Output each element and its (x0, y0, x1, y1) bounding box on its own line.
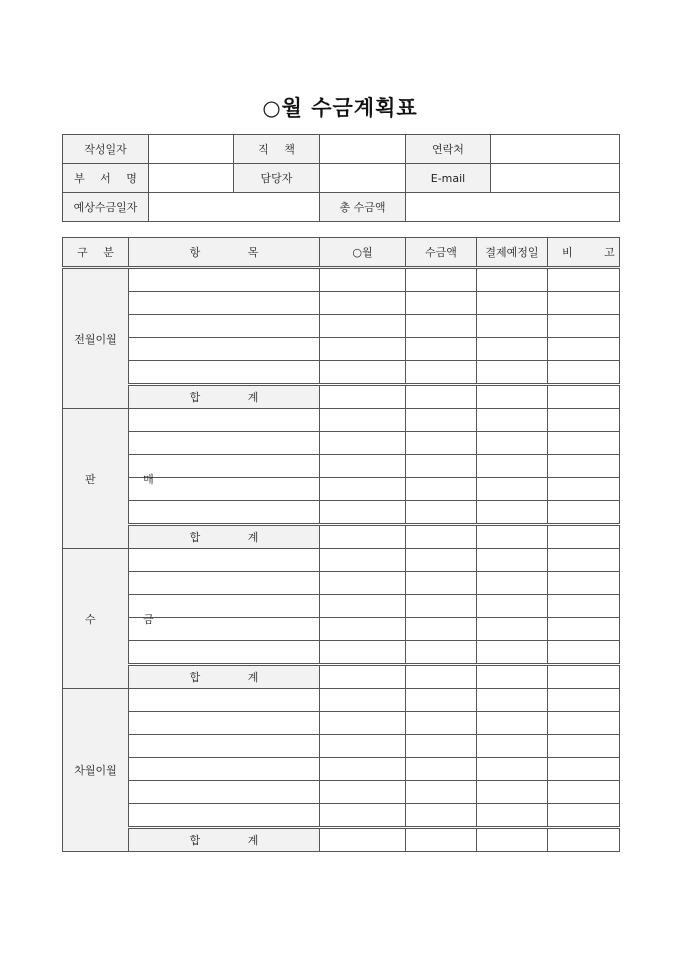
header-due-date: 결제예정일 (477, 238, 548, 268)
amount-cell[interactable] (406, 385, 477, 409)
due-date-cell[interactable] (477, 804, 548, 828)
section-label: 전월이월 (63, 268, 129, 409)
due-date-cell[interactable] (477, 665, 548, 689)
note-cell[interactable] (548, 735, 620, 758)
amount-cell[interactable] (406, 618, 477, 641)
amount-cell[interactable] (406, 268, 477, 292)
amount-cell[interactable] (406, 455, 477, 478)
month-cell[interactable] (320, 432, 406, 455)
label-email: E-mail (406, 164, 491, 193)
item-cell[interactable] (129, 572, 320, 595)
label-expected-date: 예상수금일자 (63, 193, 149, 222)
item-cell[interactable] (129, 361, 320, 385)
item-cell[interactable] (129, 501, 320, 525)
table-row (63, 804, 620, 828)
note-cell[interactable] (548, 501, 620, 525)
field-manager[interactable] (320, 164, 406, 193)
month-cell[interactable] (320, 758, 406, 781)
due-date-cell[interactable] (477, 338, 548, 361)
label-position: 직 책 (234, 135, 320, 164)
field-expected-date[interactable] (149, 193, 320, 222)
table-row (63, 338, 620, 361)
sum-label: 합 계 (129, 525, 320, 549)
table-row (63, 432, 620, 455)
due-date-cell[interactable] (477, 618, 548, 641)
month-cell[interactable] (320, 549, 406, 572)
month-cell[interactable] (320, 338, 406, 361)
due-date-cell[interactable] (477, 712, 548, 735)
month-cell[interactable] (320, 712, 406, 735)
item-cell[interactable] (129, 315, 320, 338)
month-cell[interactable] (320, 572, 406, 595)
sum-row (63, 385, 620, 409)
note-cell[interactable] (548, 315, 620, 338)
amount-cell[interactable] (406, 665, 477, 689)
item-cell[interactable] (129, 292, 320, 315)
item-cell[interactable] (129, 338, 320, 361)
due-date-cell[interactable] (477, 735, 548, 758)
amount-cell[interactable] (406, 338, 477, 361)
item-cell[interactable] (129, 641, 320, 665)
month-cell[interactable] (320, 735, 406, 758)
note-cell[interactable] (548, 618, 620, 641)
label-contact: 연락처 (406, 135, 491, 164)
sum-label: 합 계 (129, 385, 320, 409)
due-date-cell[interactable] (477, 525, 548, 549)
table-row (63, 315, 620, 338)
note-cell[interactable] (548, 828, 620, 852)
due-date-cell[interactable] (477, 409, 548, 432)
amount-cell[interactable] (406, 595, 477, 618)
sum-row (63, 828, 620, 852)
table-row (63, 735, 620, 758)
header-amount: 수금액 (406, 238, 477, 268)
item-cell[interactable] (129, 409, 320, 432)
note-cell[interactable] (548, 455, 620, 478)
month-cell[interactable] (320, 385, 406, 409)
table-row (63, 361, 620, 385)
info-table (62, 134, 620, 222)
item-cell[interactable] (129, 758, 320, 781)
month-cell[interactable] (320, 804, 406, 828)
due-date-cell[interactable] (477, 385, 548, 409)
label-date: 작성일자 (63, 135, 149, 164)
month-cell[interactable] (320, 292, 406, 315)
note-cell[interactable] (548, 268, 620, 292)
field-position[interactable] (320, 135, 406, 164)
item-cell[interactable] (129, 781, 320, 804)
item-cell[interactable] (129, 735, 320, 758)
sum-label: 합 계 (129, 828, 320, 852)
header-category: 구 분 (63, 238, 129, 268)
amount-cell[interactable] (406, 525, 477, 549)
table-row (63, 758, 620, 781)
note-cell[interactable] (548, 432, 620, 455)
due-date-cell[interactable] (477, 361, 548, 385)
due-date-cell[interactable] (477, 501, 548, 525)
table-row (63, 268, 620, 292)
plan-table (62, 237, 629, 852)
item-cell[interactable] (129, 268, 320, 292)
field-department[interactable] (149, 164, 234, 193)
due-date-cell[interactable] (477, 781, 548, 804)
field-date[interactable] (149, 135, 234, 164)
amount-cell[interactable] (406, 572, 477, 595)
month-cell[interactable] (320, 455, 406, 478)
amount-cell[interactable] (406, 292, 477, 315)
month-cell[interactable] (320, 595, 406, 618)
item-cell[interactable] (129, 689, 320, 712)
amount-cell[interactable] (406, 758, 477, 781)
table-row (63, 292, 620, 315)
month-cell[interactable] (320, 828, 406, 852)
header-note: 비 고 (548, 238, 620, 268)
amount-cell[interactable] (406, 804, 477, 828)
note-cell[interactable] (548, 338, 620, 361)
month-cell[interactable] (320, 409, 406, 432)
sum-row (63, 525, 620, 549)
due-date-cell[interactable] (477, 432, 548, 455)
due-date-cell[interactable] (477, 455, 548, 478)
month-cell[interactable] (320, 268, 406, 292)
page-title: ○월 수금계획표 (262, 96, 418, 120)
note-cell[interactable] (548, 665, 620, 689)
amount-cell[interactable] (406, 432, 477, 455)
month-cell[interactable] (320, 781, 406, 804)
due-date-cell[interactable] (477, 292, 548, 315)
table-row (63, 549, 620, 572)
section-label: 수 금 (63, 549, 129, 689)
month-cell[interactable] (320, 315, 406, 338)
header-month: ○월 (320, 238, 406, 268)
sum-row (63, 665, 620, 689)
note-cell[interactable] (548, 804, 620, 828)
section-label: 판 매 (63, 409, 129, 549)
note-cell[interactable] (548, 712, 620, 735)
due-date-cell[interactable] (477, 268, 548, 292)
due-date-cell[interactable] (477, 758, 548, 781)
month-cell[interactable] (320, 501, 406, 525)
amount-cell[interactable] (406, 315, 477, 338)
month-cell[interactable] (320, 361, 406, 385)
month-cell[interactable] (320, 665, 406, 689)
amount-cell[interactable] (406, 641, 477, 665)
field-total-amount[interactable] (406, 193, 620, 222)
table-row (63, 689, 620, 712)
due-date-cell[interactable] (477, 828, 548, 852)
item-cell[interactable] (129, 712, 320, 735)
due-date-cell[interactable] (477, 641, 548, 665)
due-date-cell[interactable] (477, 572, 548, 595)
table-row (63, 641, 620, 665)
item-cell[interactable] (129, 549, 320, 572)
due-date-cell[interactable] (477, 478, 548, 501)
label-total-amount: 총 수금액 (320, 193, 406, 222)
note-cell[interactable] (548, 758, 620, 781)
due-date-cell[interactable] (477, 549, 548, 572)
due-date-cell[interactable] (477, 595, 548, 618)
note-cell[interactable] (548, 572, 620, 595)
month-cell[interactable] (320, 525, 406, 549)
month-cell[interactable] (320, 689, 406, 712)
field-email[interactable] (491, 164, 620, 193)
amount-cell[interactable] (406, 828, 477, 852)
table-row (63, 712, 620, 735)
amount-cell[interactable] (406, 478, 477, 501)
month-cell[interactable] (320, 478, 406, 501)
note-cell[interactable] (548, 292, 620, 315)
note-cell[interactable] (548, 549, 620, 572)
sum-label: 합 계 (129, 665, 320, 689)
note-cell[interactable] (548, 781, 620, 804)
amount-cell[interactable] (406, 361, 477, 385)
amount-cell[interactable] (406, 712, 477, 735)
note-cell[interactable] (548, 478, 620, 501)
due-date-cell[interactable] (477, 315, 548, 338)
amount-cell[interactable] (406, 409, 477, 432)
table-row (63, 501, 620, 525)
amount-cell[interactable] (406, 501, 477, 525)
amount-cell[interactable] (406, 689, 477, 712)
amount-cell[interactable] (406, 549, 477, 572)
month-cell[interactable] (320, 641, 406, 665)
table-row (63, 572, 620, 595)
amount-cell[interactable] (406, 781, 477, 804)
label-department: 부 서 명 (63, 164, 149, 193)
label-manager: 담당자 (234, 164, 320, 193)
table-row (63, 781, 620, 804)
amount-cell[interactable] (406, 735, 477, 758)
note-cell[interactable] (548, 641, 620, 665)
note-cell[interactable] (548, 689, 620, 712)
note-cell[interactable] (548, 525, 620, 549)
note-cell[interactable] (548, 409, 620, 432)
field-contact[interactable] (491, 135, 620, 164)
note-cell[interactable] (548, 595, 620, 618)
month-cell[interactable] (320, 618, 406, 641)
table-row (63, 409, 620, 432)
item-cell[interactable] (129, 432, 320, 455)
item-cell[interactable] (129, 804, 320, 828)
note-cell[interactable] (548, 361, 620, 385)
section-label: 차월이월 (63, 689, 129, 852)
due-date-cell[interactable] (477, 689, 548, 712)
note-cell[interactable] (548, 385, 620, 409)
header-item: 항 목 (129, 238, 320, 268)
